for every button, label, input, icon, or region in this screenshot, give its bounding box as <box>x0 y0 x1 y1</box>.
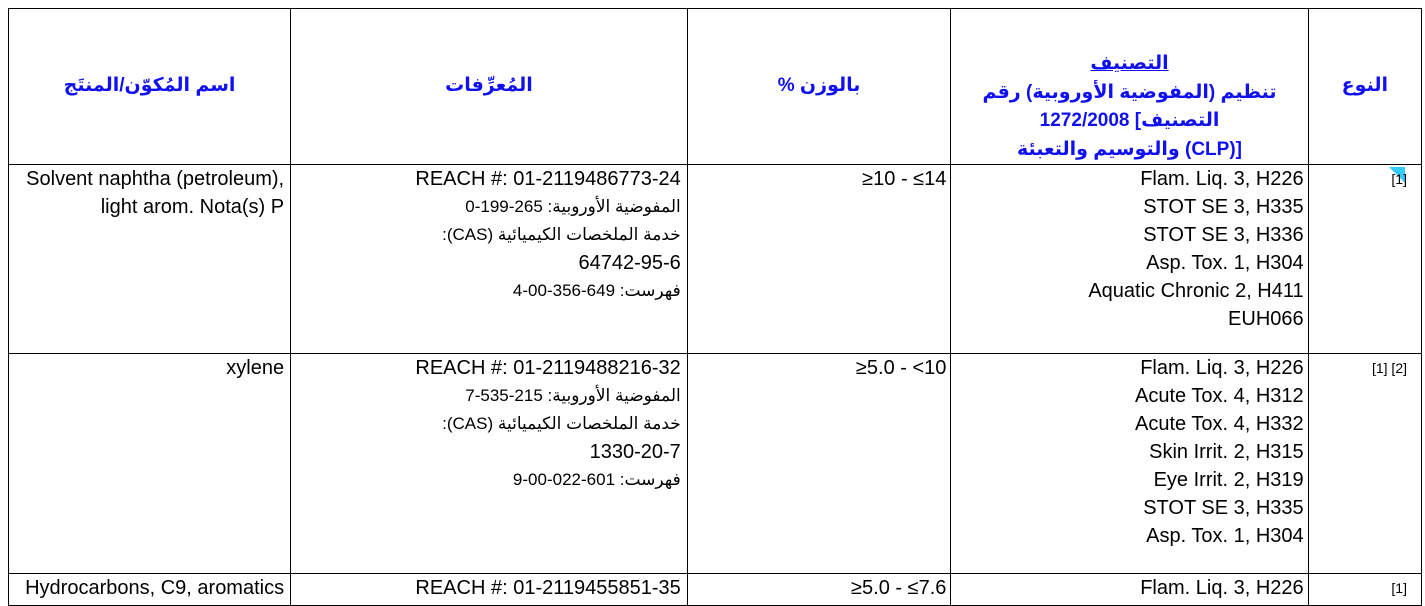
table-row <box>9 165 1422 354</box>
hazard-statement: Flam. Liq. 3, H226 <box>1140 356 1304 379</box>
ingredient-name-line: light arom. Nota(s) P <box>100 196 285 218</box>
reach-number: REACH #: 01-2119486773-24 <box>415 168 681 190</box>
classification-title-link[interactable]: التصنيف <box>1090 53 1169 74</box>
ingredient-name-cell <box>9 165 291 354</box>
identifiers-cell <box>291 573 688 605</box>
cas-label: خدمة الملخصات الكيميائية (CAS): <box>442 413 681 433</box>
type-cell <box>1308 353 1421 573</box>
header-name <box>9 9 291 165</box>
header-name-label: اسم المُكوّن/المنتَج <box>63 75 236 97</box>
ingredient-name-cell <box>9 573 291 605</box>
hazard-statement: EUH066 <box>1228 308 1304 330</box>
type-cell <box>1308 573 1421 605</box>
classification-cell <box>951 353 1308 573</box>
type-value: [1] [2] <box>1371 359 1407 376</box>
header-weight <box>687 9 951 165</box>
weight-value: ≥5.0 - <10 <box>855 356 947 379</box>
hazard-statement: STOT SE 3, H335 <box>1143 196 1304 218</box>
weight-value: ≥5.0 - ≤7.6 <box>851 576 947 599</box>
reach-number: REACH #: 01-2119455851-35 <box>415 576 681 599</box>
weight-value: ≥10 - ≤14 <box>862 168 947 190</box>
header-identifiers <box>291 9 688 165</box>
ec-number: المفوضية الأوروبية: 215-535-7 <box>465 385 681 405</box>
hazard-statement: Asp. Tox. 1, H304 <box>1146 524 1304 547</box>
hazard-statement: Acute Tox. 4, H312 <box>1135 384 1304 407</box>
reach-number: REACH #: 01-2119488216-32 <box>415 356 681 379</box>
hazard-statement: Flam. Liq. 3, H226 <box>1140 576 1304 599</box>
identifiers-cell <box>291 165 688 354</box>
ingredient-name-line: Solvent naphtha (petroleum), <box>26 168 285 190</box>
header-weight-label: % بالوزن <box>777 75 861 97</box>
classification-line: 1272/2008 [التصنيف <box>1039 110 1220 131</box>
hazard-statement: Asp. Tox. 1, H304 <box>1146 252 1304 274</box>
cas-number: 1330-20-7 <box>589 440 681 463</box>
composition-table <box>8 8 1422 606</box>
hazard-statement: STOT SE 3, H336 <box>1143 224 1304 246</box>
header-row <box>9 9 1422 165</box>
index-number: فهرست: 649-356-00-4 <box>512 281 681 300</box>
hazard-statement: Aquatic Chronic 2, H411 <box>1088 280 1304 302</box>
cas-label: خدمة الملخصات الكيميائية (CAS): <box>442 225 681 244</box>
classification-cell <box>951 573 1308 605</box>
hazard-statement: Skin Irrit. 2, H315 <box>1149 440 1304 463</box>
table-row <box>9 353 1422 573</box>
header-type-label: النوع <box>1341 75 1388 97</box>
type-cell <box>1308 165 1421 354</box>
identifiers-cell <box>291 353 688 573</box>
hazard-statement: Eye Irrit. 2, H319 <box>1153 468 1304 491</box>
cas-number: 64742-95-6 <box>578 252 681 274</box>
hazard-statement: STOT SE 3, H335 <box>1143 496 1304 519</box>
ingredient-name-line: xylene <box>226 356 285 379</box>
classification-cell <box>951 165 1308 354</box>
comment-flag-icon[interactable] <box>1391 165 1407 193</box>
hazard-statement: Acute Tox. 4, H332 <box>1135 412 1304 435</box>
header-identifiers-label: المُعرِّفات <box>445 75 533 97</box>
index-number: فهرست: 601-022-00-9 <box>512 469 681 489</box>
classification-line: تنظيم (المفوضية الأوروبية) رقم <box>982 81 1277 103</box>
table-row <box>9 573 1422 605</box>
classification-line: والتوسيم والتعبئة (CLP)] <box>1017 138 1242 160</box>
weight-cell <box>687 353 951 573</box>
ec-number: المفوضية الأوروبية: 265-199-0 <box>465 197 681 216</box>
ingredient-name-line: Hydrocarbons, C9, aromatics <box>25 576 285 599</box>
hazard-statement: Flam. Liq. 3, H226 <box>1140 168 1304 190</box>
ingredient-name-cell <box>9 353 291 573</box>
type-value: [1] <box>1391 171 1407 187</box>
header-classification <box>951 9 1308 165</box>
weight-cell <box>687 573 951 605</box>
type-value: [1] <box>1391 579 1407 596</box>
weight-cell <box>687 165 951 354</box>
header-type <box>1308 9 1421 165</box>
